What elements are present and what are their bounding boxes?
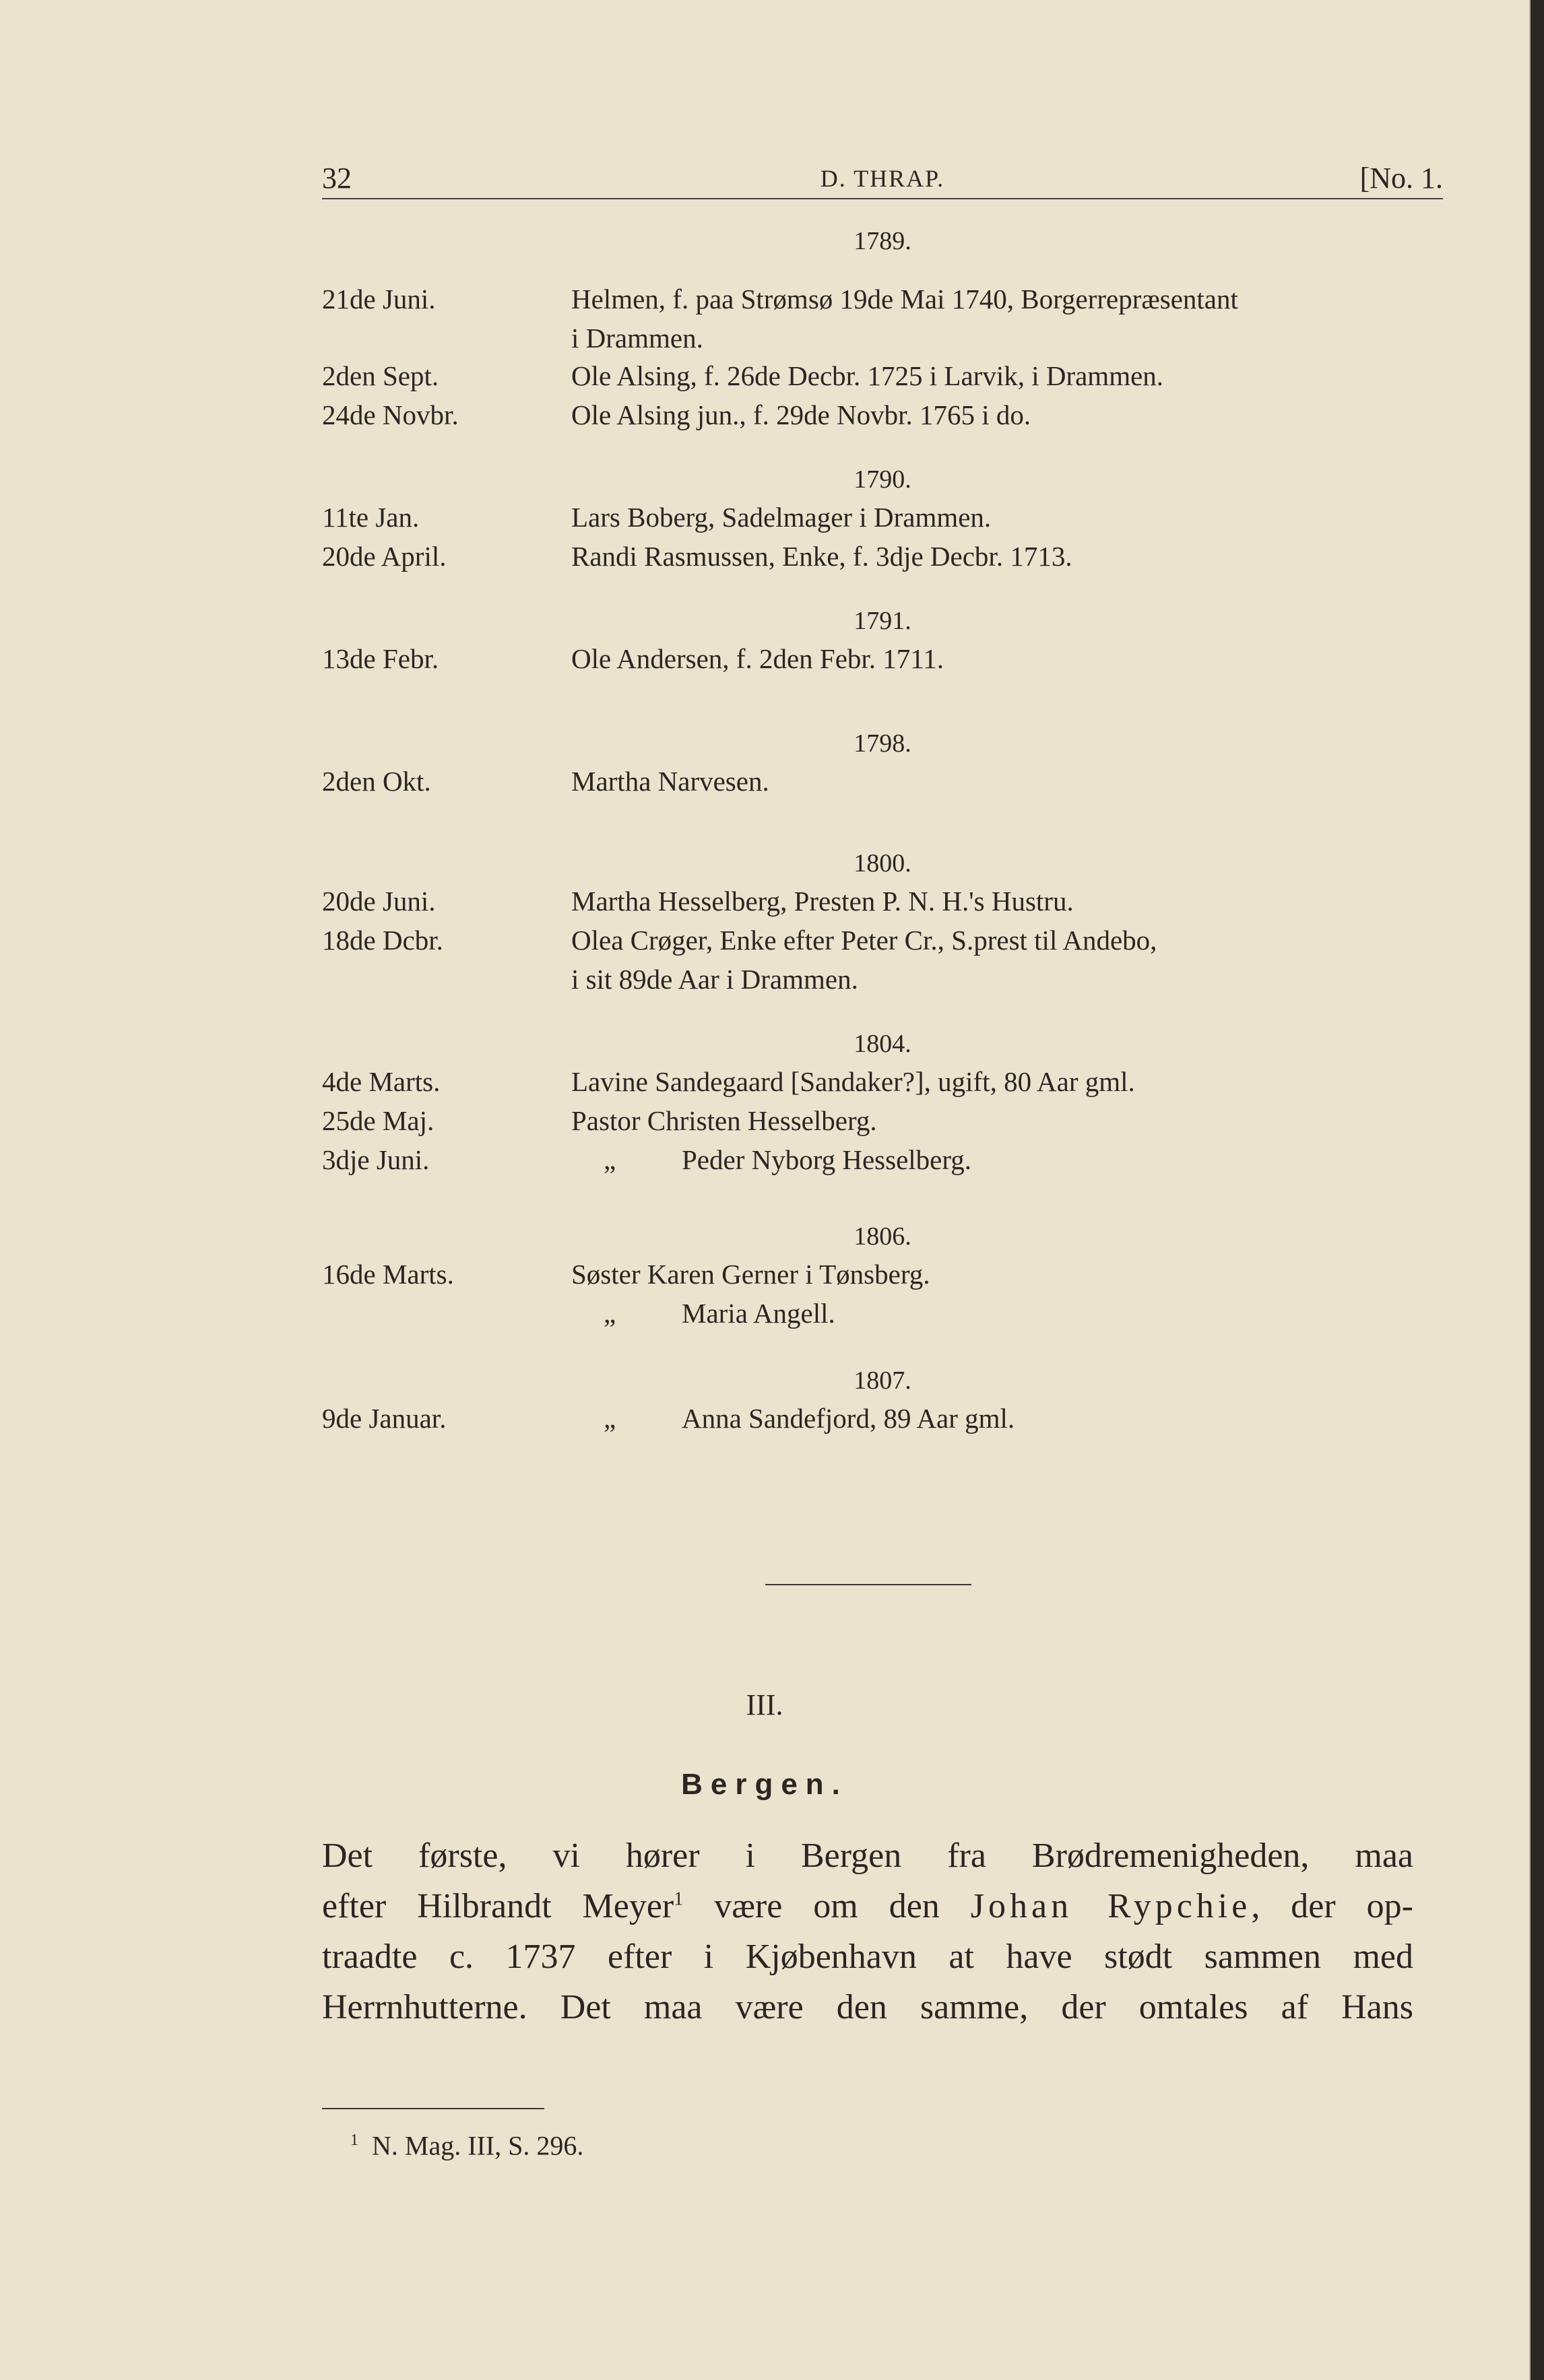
entry-text: Ole Alsing, f. 26de Decbr. 1725 i Larvik, i Drammen.	[571, 360, 1164, 391]
entry-date: 18de Dcbr.	[322, 925, 443, 956]
year-heading: 1806.	[854, 1222, 911, 1251]
entry-date: 20de April.	[322, 541, 447, 572]
entry-date: 20de Juni.	[322, 886, 436, 917]
paragraph-line	[322, 1881, 1413, 1931]
entry-text: Peder Nyborg Hesselberg.	[682, 1144, 972, 1175]
section-separator	[765, 1584, 971, 1585]
running-head-author: D. THRAP.	[820, 165, 945, 192]
ditto-mark: „	[604, 1298, 616, 1329]
year-heading: 1804.	[854, 1030, 911, 1058]
entry-text: Søster Karen Gerner i Tønsberg.	[571, 1259, 930, 1290]
body-paragraph	[322, 1830, 1413, 2032]
entry-text: Ole Alsing jun., f. 29de Novbr. 1765 i do.	[571, 399, 1031, 430]
entry-text: Randi Rasmussen, Enke, f. 3dje Decbr. 1713.	[571, 541, 1072, 572]
ditto-mark: „	[604, 1144, 616, 1175]
year-heading: 1791.	[854, 607, 911, 635]
page-number: 32	[322, 162, 352, 195]
ditto-mark: „	[604, 1403, 616, 1434]
footnote-text: N. Mag. III, S. 296.	[372, 2130, 584, 2161]
entry-date: 4de Marts.	[322, 1066, 441, 1097]
entry-date: 2den Sept.	[322, 360, 439, 391]
spaced-name: Johan Rypchie	[970, 1887, 1252, 1925]
paragraph-line: Det første, vi hører i Bergen fra Brødremenigheden, maa	[322, 1837, 1413, 1875]
burial-register	[322, 222, 1443, 1482]
year-heading: 1798.	[854, 729, 911, 758]
entry-date: 25de Maj.	[322, 1105, 435, 1136]
entry-date: 13de Febr.	[322, 643, 439, 674]
entry-date: 9de Januar.	[322, 1403, 447, 1434]
entry-date: 3dje Juni.	[322, 1144, 430, 1175]
entry-date: 2den Okt.	[322, 766, 431, 797]
header-rule	[322, 198, 1443, 199]
section-title: Bergen.	[681, 1768, 848, 1801]
paragraph-line: traadte c. 1737 efter i Kjøbenhavn at have stødt sammen med	[322, 1938, 1413, 1976]
entry-text-continued: i Drammen.	[571, 323, 703, 354]
entry-text: Helmen, f. paa Strømsø 19de Mai 1740, Borgerrepræsentant	[571, 284, 1238, 315]
entry-text: Anna Sandefjord, 89 Aar gml.	[682, 1403, 1015, 1434]
paragraph-line: Herrnhutterne. Det maa være den samme, der omtales af Hans	[322, 1988, 1413, 2026]
entry-text: Ole Andersen, f. 2den Febr. 1711.	[571, 643, 944, 674]
text-span: , der op-	[1251, 1887, 1414, 1925]
entry-text: Martha Narvesen.	[571, 766, 769, 797]
section-number: III.	[746, 1688, 783, 1721]
text-span: efter Hilbrandt Meyer	[322, 1887, 674, 1925]
entry-text: Martha Hesselberg, Presten P. N. H.'s Hustru.	[571, 886, 1074, 917]
entry-text: Maria Angell.	[682, 1298, 835, 1329]
entry-date: 11te Jan.	[322, 502, 420, 533]
running-head	[322, 155, 1443, 202]
entry-text-continued: i sit 89de Aar i Drammen.	[571, 964, 858, 995]
footnote-rule	[322, 2108, 544, 2109]
entry-date: 16de Marts.	[322, 1259, 454, 1290]
entry-text: Pastor Christen Hesselberg.	[571, 1105, 877, 1136]
running-head-issue: [No. 1.	[1359, 162, 1443, 195]
year-heading: 1789.	[854, 227, 911, 255]
entry-text: Lavine Sandegaard [Sandaker?], ugift, 80 Aar gml.	[571, 1066, 1135, 1097]
entry-text: Olea Crøger, Enke efter Peter Cr., S.prest til Andebo,	[571, 925, 1157, 956]
footnote-reference: 1	[674, 1888, 684, 1910]
year-heading: 1807.	[854, 1366, 911, 1395]
entry-date: 21de Juni.	[322, 284, 436, 315]
year-heading: 1790.	[854, 465, 911, 494]
entry-date: 24de Novbr.	[322, 399, 459, 430]
entry-text: Lars Boberg, Sadelmager i Drammen.	[571, 502, 992, 533]
footnote-marker: 1	[350, 2131, 358, 2149]
year-heading: 1800.	[854, 849, 911, 878]
footnote	[350, 2121, 583, 2164]
text-span: være om den	[683, 1887, 971, 1925]
